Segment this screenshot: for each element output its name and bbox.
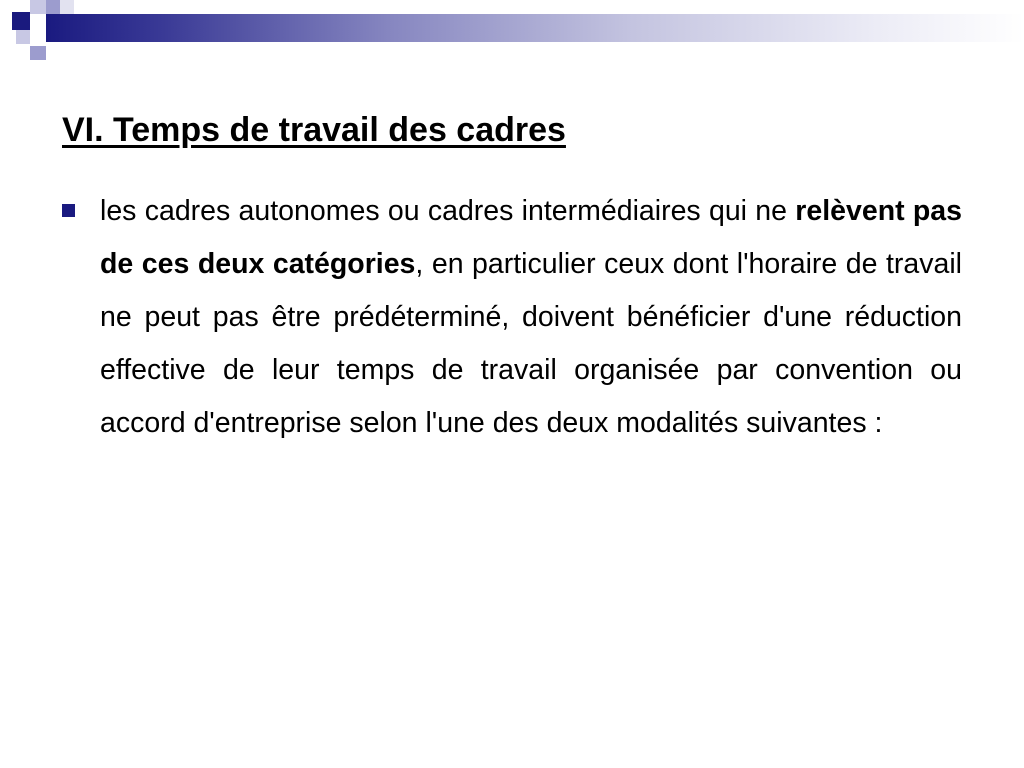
decor-square-mid: [46, 0, 60, 14]
bullet-text: [100, 185, 962, 450]
header-gradient-bar: [46, 14, 1024, 42]
bullet-text-bold: relèvent pas de ces deux catégories: [100, 195, 962, 280]
square-bullet-icon: [62, 204, 75, 217]
bullet-item: [62, 185, 962, 450]
decor-square-pale: [60, 0, 74, 14]
decor-square-dark: [12, 12, 30, 30]
decor-square-mid: [30, 46, 46, 60]
slide-title: VI. Temps de travail des cadres: [62, 111, 566, 149]
bullet-text-before: les cadres autonomes ou cadres intermédiaires qui ne: [100, 195, 796, 227]
decor-square-light: [30, 0, 46, 14]
decor-square-light: [16, 30, 30, 44]
bullet-text-after: , en particulier ceux dont l'horaire de travail ne peut pas être prédéterminé, doivent bénéficier d'une réduction effective de leur temps de travail organisée par convention ou accord d'entreprise selon l'une des deux modalités suivantes :: [100, 248, 962, 439]
